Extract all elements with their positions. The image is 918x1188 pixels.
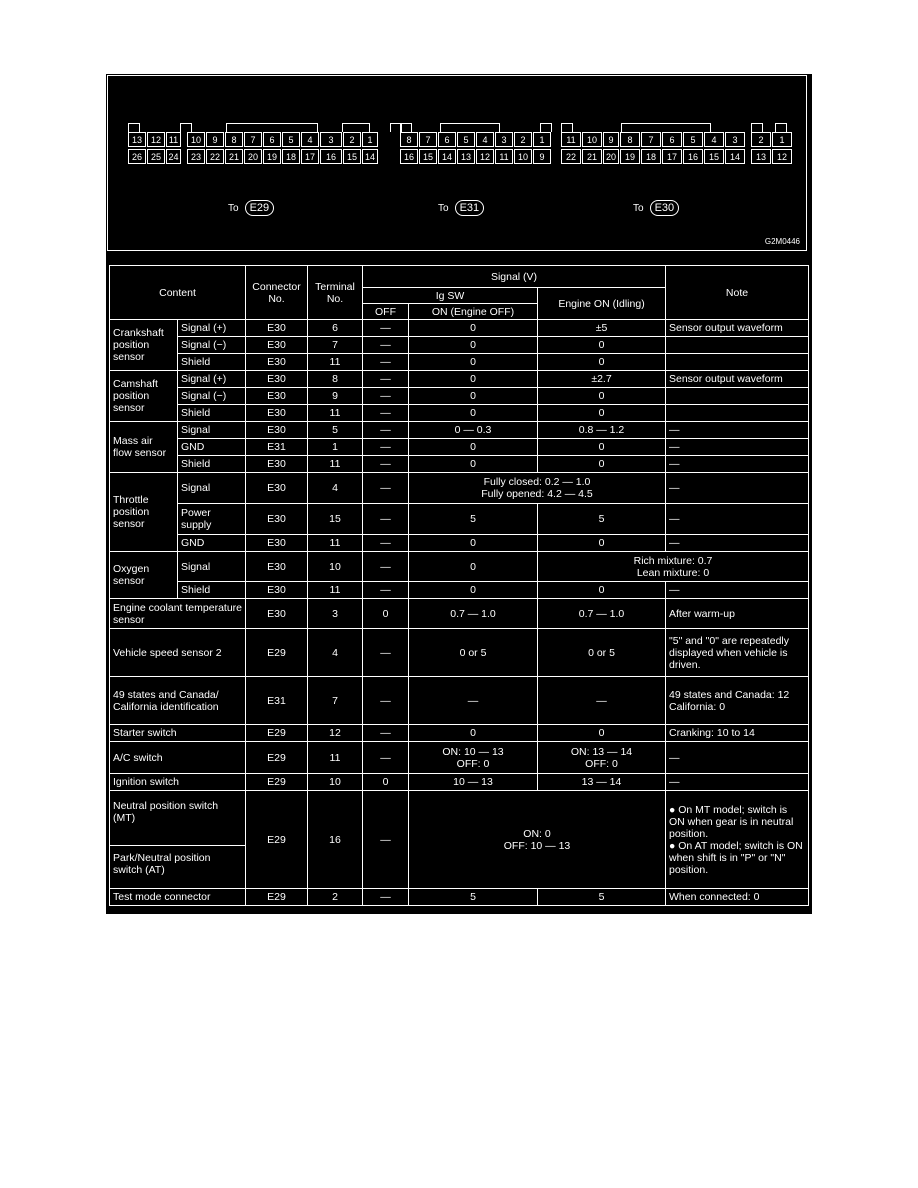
connector-no: E29 xyxy=(246,889,308,906)
note: Cranking: 10 to 14 xyxy=(666,725,809,742)
terminal-no: 4 xyxy=(308,473,363,504)
table-row xyxy=(110,422,809,439)
terminal-pin: 12 xyxy=(772,149,792,164)
connector-no: E29 xyxy=(246,742,308,774)
signal-type: Shield xyxy=(178,405,246,422)
terminal-pin: 21 xyxy=(582,149,602,164)
value-on-engine-off: 0 xyxy=(409,405,538,422)
terminal-no: 5 xyxy=(308,422,363,439)
sensor-name: Throttle position sensor xyxy=(110,473,178,552)
note: Sensor output waveform xyxy=(666,320,809,337)
terminal-pin: 15 xyxy=(704,149,724,164)
terminal-pin: 3 xyxy=(725,132,745,147)
terminal-pin: 13 xyxy=(457,149,475,164)
signal-type: Signal (+) xyxy=(178,320,246,337)
table-row xyxy=(110,629,809,677)
connector-no: E30 xyxy=(246,504,308,535)
terminal-pin: 6 xyxy=(263,132,281,147)
terminal-pin: 16 xyxy=(400,149,418,164)
row-content: A/C switch xyxy=(110,742,246,774)
header-engine-on: Engine ON (Idling) xyxy=(538,288,666,320)
figure-code: G2M0446 xyxy=(764,237,800,246)
signal-type: Shield xyxy=(178,456,246,473)
table-row xyxy=(110,439,809,456)
terminal-no: 7 xyxy=(308,337,363,354)
row-content: Test mode connector xyxy=(110,889,246,906)
terminal-pin: 20 xyxy=(244,149,262,164)
value-off: — xyxy=(363,552,409,582)
terminal-pin: 16 xyxy=(683,149,703,164)
table-row xyxy=(110,456,809,473)
value-on-engine-off: 0 xyxy=(409,320,538,337)
terminal-no: 8 xyxy=(308,371,363,388)
table-row xyxy=(110,791,809,889)
value-on-engine-off: 0 xyxy=(409,354,538,371)
terminal-pin: 4 xyxy=(301,132,319,147)
terminal-pin: 11 xyxy=(166,132,181,147)
value-off: — xyxy=(363,422,409,439)
value-off: — xyxy=(363,354,409,371)
terminal-no: 11 xyxy=(308,354,363,371)
content-mt: Neutral position switch (MT) xyxy=(110,797,245,846)
terminal-pin: 11 xyxy=(561,132,581,147)
signal-type: Signal xyxy=(178,552,246,582)
terminal-pin: 3 xyxy=(320,132,342,147)
table-row xyxy=(110,552,809,582)
terminal-pin: 3 xyxy=(495,132,513,147)
connector-no: E30 xyxy=(246,422,308,439)
note: — xyxy=(666,582,809,599)
sensor-name: Crankshaft position sensor xyxy=(110,320,178,371)
value-on-engine-off: 0 xyxy=(409,337,538,354)
table-row xyxy=(110,388,809,405)
value-off: — xyxy=(363,582,409,599)
note xyxy=(666,337,809,354)
connector-tab xyxy=(561,123,573,132)
table-row xyxy=(110,354,809,371)
terminal-pin: 22 xyxy=(561,149,581,164)
terminal-no: 1 xyxy=(308,439,363,456)
connector-no: E30 xyxy=(246,337,308,354)
terminal-pin: 13 xyxy=(128,132,146,147)
connector-id-badge: E30 xyxy=(650,200,680,216)
value-engine-on: 0 xyxy=(538,354,666,371)
value-on-engine-off: 5 xyxy=(409,889,538,906)
value-merged: Fully closed: 0.2 — 1.0 Fully opened: 4.2 — 4.5 xyxy=(409,473,666,504)
signal-type: GND xyxy=(178,439,246,456)
signal-type: GND xyxy=(178,535,246,552)
terminal-pin: 21 xyxy=(225,149,243,164)
connector-no: E29 xyxy=(246,791,308,889)
header-ig-sw: Ig SW xyxy=(363,288,538,304)
value-engine-on: 5 xyxy=(538,889,666,906)
value-engine-on: 0.7 — 1.0 xyxy=(538,599,666,629)
terminal-pin: 8 xyxy=(225,132,243,147)
terminal-no: 7 xyxy=(308,677,363,725)
value-on-engine-off: 0 or 5 xyxy=(409,629,538,677)
value-off: — xyxy=(363,439,409,456)
connector-no: E29 xyxy=(246,774,308,791)
terminal-pin: 9 xyxy=(206,132,224,147)
table-row xyxy=(110,742,809,774)
terminal-no: 10 xyxy=(308,774,363,791)
signal-type: Shield xyxy=(178,582,246,599)
value-engine-on: 13 — 14 xyxy=(538,774,666,791)
connector-tab xyxy=(775,123,787,132)
terminal-pin: 10 xyxy=(187,132,205,147)
table-row xyxy=(110,582,809,599)
terminal-no: 9 xyxy=(308,388,363,405)
value-off: — xyxy=(363,791,409,889)
connector-no: E30 xyxy=(246,371,308,388)
row-content xyxy=(110,791,246,889)
terminal-pin: 15 xyxy=(419,149,437,164)
terminal-pin: 7 xyxy=(244,132,262,147)
row-content: Starter switch xyxy=(110,725,246,742)
value-engine-on: 0 xyxy=(538,535,666,552)
note: 49 states and Canada: 12 California: 0 xyxy=(666,677,809,725)
header-signal: Signal (V) xyxy=(363,266,666,288)
header-off: OFF xyxy=(363,304,409,320)
note: — xyxy=(666,473,809,504)
connector-tab xyxy=(180,123,192,132)
row-content: Engine coolant temperature sensor xyxy=(110,599,246,629)
table-row xyxy=(110,405,809,422)
terminal-pin: 10 xyxy=(582,132,602,147)
signal-type: Shield xyxy=(178,354,246,371)
value-engine-on: 0 xyxy=(538,439,666,456)
value-engine-on: ON: 13 — 14 OFF: 0 xyxy=(538,742,666,774)
value-engine-on: 5 xyxy=(538,504,666,535)
row-content: Ignition switch xyxy=(110,774,246,791)
terminal-pin: 4 xyxy=(704,132,724,147)
value-idle-note: Rich mixture: 0.7 Lean mixture: 0 xyxy=(538,552,809,582)
terminal-pin: 14 xyxy=(725,149,745,164)
terminal-pin: 19 xyxy=(620,149,640,164)
terminal-no: 4 xyxy=(308,629,363,677)
connector-destination-label: To E31 xyxy=(438,200,484,216)
connector-tab xyxy=(751,123,763,132)
terminal-pin: 7 xyxy=(419,132,437,147)
terminal-no: 12 xyxy=(308,725,363,742)
terminal-pin: 10 xyxy=(514,149,532,164)
value-engine-on: 0 xyxy=(538,582,666,599)
terminal-no: 11 xyxy=(308,456,363,473)
signal-type: Signal xyxy=(178,422,246,439)
connector-destination-label: To E29 xyxy=(228,200,274,216)
value-on-engine-off: 0 xyxy=(409,582,538,599)
table-row xyxy=(110,504,809,535)
header-note: Note xyxy=(666,266,809,320)
signal-type: Signal (−) xyxy=(178,388,246,405)
terminal-pin: 9 xyxy=(603,132,619,147)
value-off: — xyxy=(363,371,409,388)
connector-diagram xyxy=(107,75,807,251)
note: — xyxy=(666,422,809,439)
terminal-pin: 25 xyxy=(147,149,165,164)
value-engine-on: — xyxy=(538,677,666,725)
terminal-no: 11 xyxy=(308,582,363,599)
terminal-pin: 5 xyxy=(683,132,703,147)
value-on-engine-off: — xyxy=(409,677,538,725)
note xyxy=(666,388,809,405)
value-off: 0 xyxy=(363,599,409,629)
connector-no: E30 xyxy=(246,405,308,422)
signal-type: Power supply xyxy=(178,504,246,535)
value-on-engine-off: 0 xyxy=(409,371,538,388)
value-off: — xyxy=(363,742,409,774)
terminal-pin: 5 xyxy=(282,132,300,147)
terminal-pin: 4 xyxy=(476,132,494,147)
terminal-pin: 18 xyxy=(641,149,661,164)
connector-no: E30 xyxy=(246,552,308,582)
note: When connected: 0 xyxy=(666,889,809,906)
connector-no: E30 xyxy=(246,535,308,552)
terminal-pin: 1 xyxy=(533,132,551,147)
value-merged: ON: 0 OFF: 10 — 13 xyxy=(409,791,666,889)
terminal-no: 6 xyxy=(308,320,363,337)
terminal-pin: 6 xyxy=(662,132,682,147)
connector-no: E29 xyxy=(246,725,308,742)
sensor-name: Camshaft position sensor xyxy=(110,371,178,422)
value-off: — xyxy=(363,677,409,725)
terminal-pin: 19 xyxy=(263,149,281,164)
terminal-pin: 20 xyxy=(603,149,619,164)
table-row xyxy=(110,599,809,629)
terminal-pin: 12 xyxy=(476,149,494,164)
header-terminal: Terminal No. xyxy=(308,266,363,320)
signal-type: Signal (−) xyxy=(178,337,246,354)
note xyxy=(666,354,809,371)
connector-no: E31 xyxy=(246,439,308,456)
value-off: — xyxy=(363,535,409,552)
connector-tab xyxy=(400,123,412,132)
terminal-pin: 17 xyxy=(301,149,319,164)
value-on-engine-off: 0 xyxy=(409,388,538,405)
terminal-pin: 8 xyxy=(620,132,640,147)
note: — xyxy=(666,504,809,535)
table-row xyxy=(110,320,809,337)
table-row xyxy=(110,535,809,552)
value-on-engine-off: 0 xyxy=(409,725,538,742)
value-off: — xyxy=(363,725,409,742)
value-engine-on: 0 xyxy=(538,725,666,742)
connector-no: E29 xyxy=(246,629,308,677)
connector-no: E30 xyxy=(246,354,308,371)
service-manual-figure xyxy=(106,74,812,914)
connector-no: E30 xyxy=(246,320,308,337)
terminal-no: 11 xyxy=(308,742,363,774)
connector-no: E30 xyxy=(246,473,308,504)
note: — xyxy=(666,774,809,791)
terminal-no: 10 xyxy=(308,552,363,582)
terminal-pin: 16 xyxy=(320,149,342,164)
connector-id-badge: E31 xyxy=(455,200,485,216)
note: — xyxy=(666,439,809,456)
terminal-pin: 13 xyxy=(751,149,771,164)
connector-destination-label: To E30 xyxy=(633,200,679,216)
connector-no: E30 xyxy=(246,599,308,629)
value-on-engine-off: 0 xyxy=(409,552,538,582)
value-off: — xyxy=(363,473,409,504)
value-on-engine-off: 0 — 0.3 xyxy=(409,422,538,439)
value-off: 0 xyxy=(363,774,409,791)
terminal-pin: 9 xyxy=(533,149,551,164)
value-on-engine-off: 0 xyxy=(409,439,538,456)
terminal-pin: 24 xyxy=(166,149,181,164)
signal-type: Signal (+) xyxy=(178,371,246,388)
terminal-pin: 7 xyxy=(641,132,661,147)
connector-tab xyxy=(440,123,500,132)
header-on-engine-off: ON (Engine OFF) xyxy=(409,304,538,320)
note: "5" and "0" are repeatedly displayed when vehicle is driven. xyxy=(666,629,809,677)
terminal-pin: 1 xyxy=(772,132,792,147)
row-content: 49 states and Canada/ California identification xyxy=(110,677,246,725)
terminal-no: 11 xyxy=(308,405,363,422)
content-at: Park/Neutral position switch (AT) xyxy=(113,852,211,876)
terminal-pin: 23 xyxy=(187,149,205,164)
terminal-pin: 15 xyxy=(343,149,361,164)
value-on-engine-off: 0.7 — 1.0 xyxy=(409,599,538,629)
terminal-no: 15 xyxy=(308,504,363,535)
header-content: Content xyxy=(110,266,246,320)
header-connector: Connector No. xyxy=(246,266,308,320)
note: ● On MT model; switch is ON when gear is in neutral position. ● On AT model; switch is ON when shift is in "P" or "N" position. xyxy=(666,791,809,889)
terminal-pin: 14 xyxy=(438,149,456,164)
table-row xyxy=(110,371,809,388)
terminal-pin: 2 xyxy=(514,132,532,147)
terminal-no: 2 xyxy=(308,889,363,906)
table-row xyxy=(110,889,809,906)
terminal-pin: 5 xyxy=(457,132,475,147)
terminal-pin: 1 xyxy=(362,132,378,147)
terminal-pin: 26 xyxy=(128,149,146,164)
terminal-pin: 18 xyxy=(282,149,300,164)
value-engine-on: 0.8 — 1.2 xyxy=(538,422,666,439)
value-engine-on: 0 xyxy=(538,405,666,422)
terminal-pin: 8 xyxy=(400,132,418,147)
sensor-name: Oxygen sensor xyxy=(110,552,178,599)
terminal-pin: 12 xyxy=(147,132,165,147)
connector-tab xyxy=(128,123,140,132)
value-on-engine-off: 5 xyxy=(409,504,538,535)
note: — xyxy=(666,535,809,552)
connector-tab xyxy=(342,123,370,132)
terminal-pin: 22 xyxy=(206,149,224,164)
connector-tab xyxy=(540,123,552,132)
value-off: — xyxy=(363,388,409,405)
value-off: — xyxy=(363,629,409,677)
table-row xyxy=(110,774,809,791)
value-on-engine-off: 0 xyxy=(409,456,538,473)
terminal-pin: 14 xyxy=(362,149,378,164)
value-engine-on: 0 xyxy=(538,337,666,354)
terminal-pin: 2 xyxy=(343,132,361,147)
connector-no: E30 xyxy=(246,388,308,405)
terminal-pin: 2 xyxy=(751,132,771,147)
value-engine-on: ±2.7 xyxy=(538,371,666,388)
terminal-no: 16 xyxy=(308,791,363,889)
value-off: — xyxy=(363,405,409,422)
table-row xyxy=(110,337,809,354)
value-off: — xyxy=(363,320,409,337)
value-engine-on: 0 xyxy=(538,456,666,473)
note: After warm-up xyxy=(666,599,809,629)
connector-no: E30 xyxy=(246,582,308,599)
row-content: Vehicle speed sensor 2 xyxy=(110,629,246,677)
value-on-engine-off: 0 xyxy=(409,535,538,552)
signal-table xyxy=(109,265,809,906)
sensor-name: Mass air flow sensor xyxy=(110,422,178,473)
table-row xyxy=(110,677,809,725)
terminal-pin: 11 xyxy=(495,149,513,164)
note: — xyxy=(666,742,809,774)
terminal-no: 3 xyxy=(308,599,363,629)
value-off: — xyxy=(363,504,409,535)
terminal-no: 11 xyxy=(308,535,363,552)
value-off: — xyxy=(363,337,409,354)
terminal-pin: 17 xyxy=(662,149,682,164)
connector-tab xyxy=(621,123,711,132)
connector-no: E31 xyxy=(246,677,308,725)
note: — xyxy=(666,456,809,473)
connector-tab xyxy=(226,123,318,132)
connector-no: E30 xyxy=(246,456,308,473)
connector-id-badge: E29 xyxy=(245,200,275,216)
value-on-engine-off: 10 — 13 xyxy=(409,774,538,791)
table-row xyxy=(110,473,809,504)
value-engine-on: 0 or 5 xyxy=(538,629,666,677)
signal-type: Signal xyxy=(178,473,246,504)
value-off: — xyxy=(363,889,409,906)
value-off: — xyxy=(363,456,409,473)
note xyxy=(666,405,809,422)
value-engine-on: 0 xyxy=(538,388,666,405)
value-engine-on: ±5 xyxy=(538,320,666,337)
value-on-engine-off: ON: 10 — 13 OFF: 0 xyxy=(409,742,538,774)
terminal-pin: 6 xyxy=(438,132,456,147)
table-row xyxy=(110,725,809,742)
note: Sensor output waveform xyxy=(666,371,809,388)
